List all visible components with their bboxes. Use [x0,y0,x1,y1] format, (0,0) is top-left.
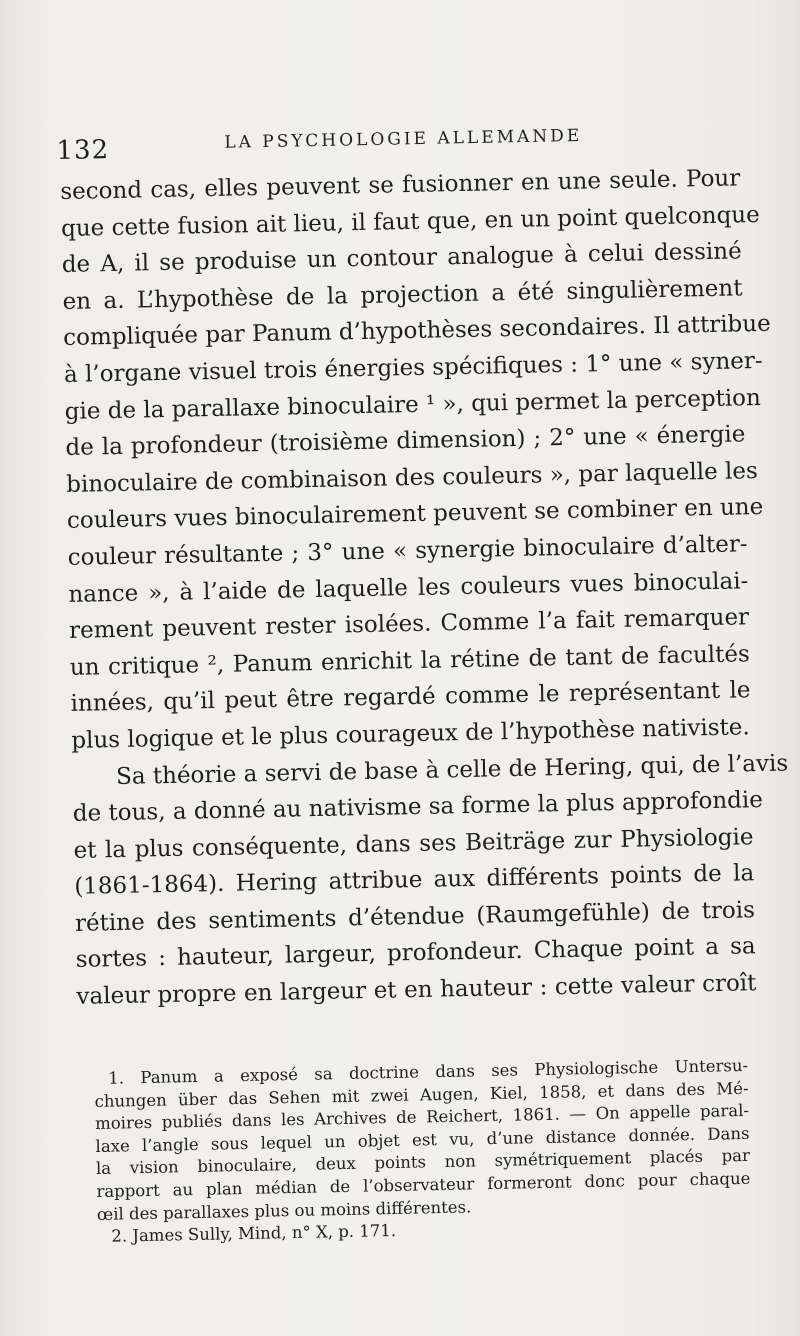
text-line: un critique ², Panum enrichit la rétine de tant de facultés [69,640,751,681]
footnote-line: laxe l’angle sous lequel un objet est vu, d’une distance donnée. Dans [95,1123,750,1156]
text-line: (1861-1864). Hering attribue aux différents points de la [74,860,755,901]
footnote-line: la vision binoculaire, deux points non symétriquement placés par [95,1146,751,1179]
text-line: gie de la parallaxe binoculaire ¹ », qui permet la perception [64,384,762,425]
footnote-line: 1. Panum a exposé sa doctrine dans ses Physiologische Untersu- [108,1055,749,1088]
page-number: 132 [56,134,110,166]
footnotes [94,1055,751,1249]
text-line: Sa théorie a servi de base à celle de Hering, qui, de l’avis [115,750,789,790]
text-line: plus logique et le plus courageux de l’hypothèse nativiste. [71,714,750,754]
text-line: et la plus conséquente, dans ses Beiträge zur Physiologie [73,823,754,864]
text-line: rement peuvent rester isolées. Comme l’a fait remarquer [68,604,750,645]
text-line: binoculaire de combinaison des couleurs », par laquelle les [65,457,758,498]
text-line: compliquée par Panum d’hypothèses secondaires. Il attribue [63,311,771,352]
text-line: couleur résultante ; 3° une « synergie binoculaire d’alter- [67,531,748,571]
text-line: innées, qu’il peut être regardé comme le représentant le [70,677,751,718]
text-line: couleurs vues binoculairement peuvent se combiner en une [66,494,764,535]
text-line: rétine des sentiments d’étendue (Raumgefühle) de trois [74,897,756,937]
text-line: second cas, elles peuvent se fusionner en une seule. Pour [60,165,741,205]
text-line: valeur propre en largeur et en hauteur : cette valeur croît [76,970,757,1010]
text-line: de tous, a donné au nativisme sa forme la plus approfondie [72,787,764,827]
running-title: LA PSYCHOLOGIE ALLEMANDE [224,125,583,153]
footnote-line: 2. James Sully, Mind, n° X, p. 171. [111,1221,397,1246]
text-line: de la profondeur (troisième dimension) ; 2° une « énergie [65,421,746,462]
footnote-line: moires publiés dans les Archives de Reichert, 1861. — On appelle paral- [94,1101,750,1134]
text-line: à l’organe visuel trois énergies spécifiques : 1° une « syner- [63,347,763,388]
text-line: sortes : hauteur, largeur, profondeur. Chaque point a sa [75,933,756,974]
text-line: nance », à l’aide de laquelle les couleurs vues binoculai- [68,567,749,608]
text-line: que cette fusion ait lieu, il faut que, en un point quelconque [60,201,760,242]
text-line: en a. L’hypothèse de la projection a été singulièrement [62,275,743,315]
text-line: de A, il se produise un contour analogue à celui dessiné [61,238,742,279]
footnote-line: chungen über das Sehen mit zwei Augen, Kiel, 1858, et dans des Mé- [94,1078,749,1111]
footnote-line: œil des parallaxes plus ou moins différentes. [96,1197,472,1224]
body-text [60,160,789,1015]
footnote-line: rapport au plan médian de l’observateur formeront donc pour chaque [96,1168,751,1201]
